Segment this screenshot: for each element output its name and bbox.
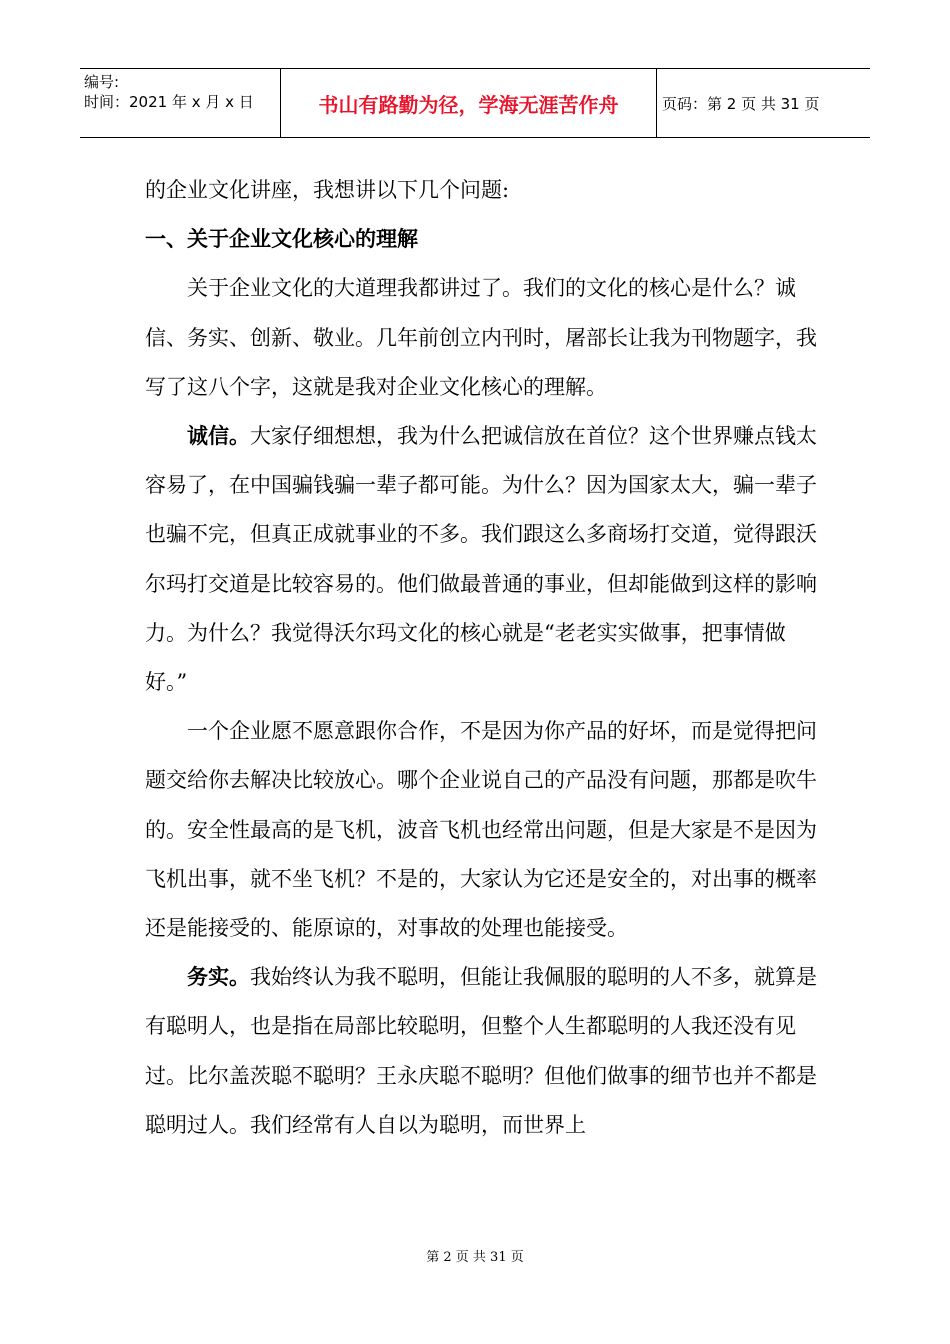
paragraph: 一个企业愿不愿意跟你合作，不是因为你产品的好坏，而是觉得把问题交给你去解决比较放心。哪个企业说自己的产品没有问题，那都是吹牛的。安全性最高的是飞机，波音飞机也经常出问题，但是大家是不是因为飞机出事，就不坐飞机？不是的，大家认为它还是安全的，对出事的概率还是能接受的、能原谅的，对事故的处理也能接受。 — [145, 719, 817, 941]
paragraph-lead: 诚信。 — [187, 424, 250, 449]
section-heading: 一、关于企业文化核心的理解 — [145, 227, 418, 252]
paragraph-continuation: 的企业文化讲座，我想讲以下几个问题: — [145, 178, 510, 202]
header-motto: 书山有路勤为径，学海无涯苦作舟 — [318, 92, 619, 117]
header-divider — [656, 69, 657, 137]
paragraph-pragmatism — [145, 953, 825, 1150]
paragraph: 关于企业文化的大道理我都讲过了。我们的文化的核心是什么？诚信、务实、创新、敬业。几年前创立内刊时，屠部长让我为刊物题字，我写了这八个字，这就是我对企业文化核心的理解。 — [145, 276, 817, 399]
header-page-info: 页码：第 2 页 共 31 页 — [662, 94, 820, 113]
paragraph-lead: 务实。 — [187, 965, 250, 990]
paragraph-text: 大家仔细想想，我为什么把诚信放在首位？这个世界赚点钱太容易了，在中国骗钱骗一辈子都可能。为什么？因为国家太大，骗一辈子也骗不完，但真正成就事业的不多。我们跟这么多商场打交道，觉得跟沃尔玛打交道是比较容易的。他们做最普通的事业，但却能做到这样的影响力。为什么？我觉得沃尔玛文化的核心就是“老老实实做事，把事情做好。” — [145, 424, 817, 695]
header-meta — [84, 72, 278, 112]
document-body — [145, 166, 825, 1150]
document-time: 时间：2021 年 x 月 x 日 — [84, 93, 254, 111]
paragraph-integrity — [145, 412, 825, 707]
document-number: 编号: — [84, 73, 120, 91]
page-header — [80, 68, 870, 138]
page-footer: 第 2 页 共 31 页 — [426, 1250, 524, 1265]
paragraph-text: 我始终认为我不聪明，但能让我佩服的聪明的人不多，就算是有聪明人，也是指在局部比较聪明，但整个人生都聪明的人我还没有见过。比尔盖茨聪不聪明？王永庆聪不聪明？但他们做事的细节也并不都是聪明过人。我们经常有人自以为聪明，而世界上 — [145, 965, 817, 1137]
